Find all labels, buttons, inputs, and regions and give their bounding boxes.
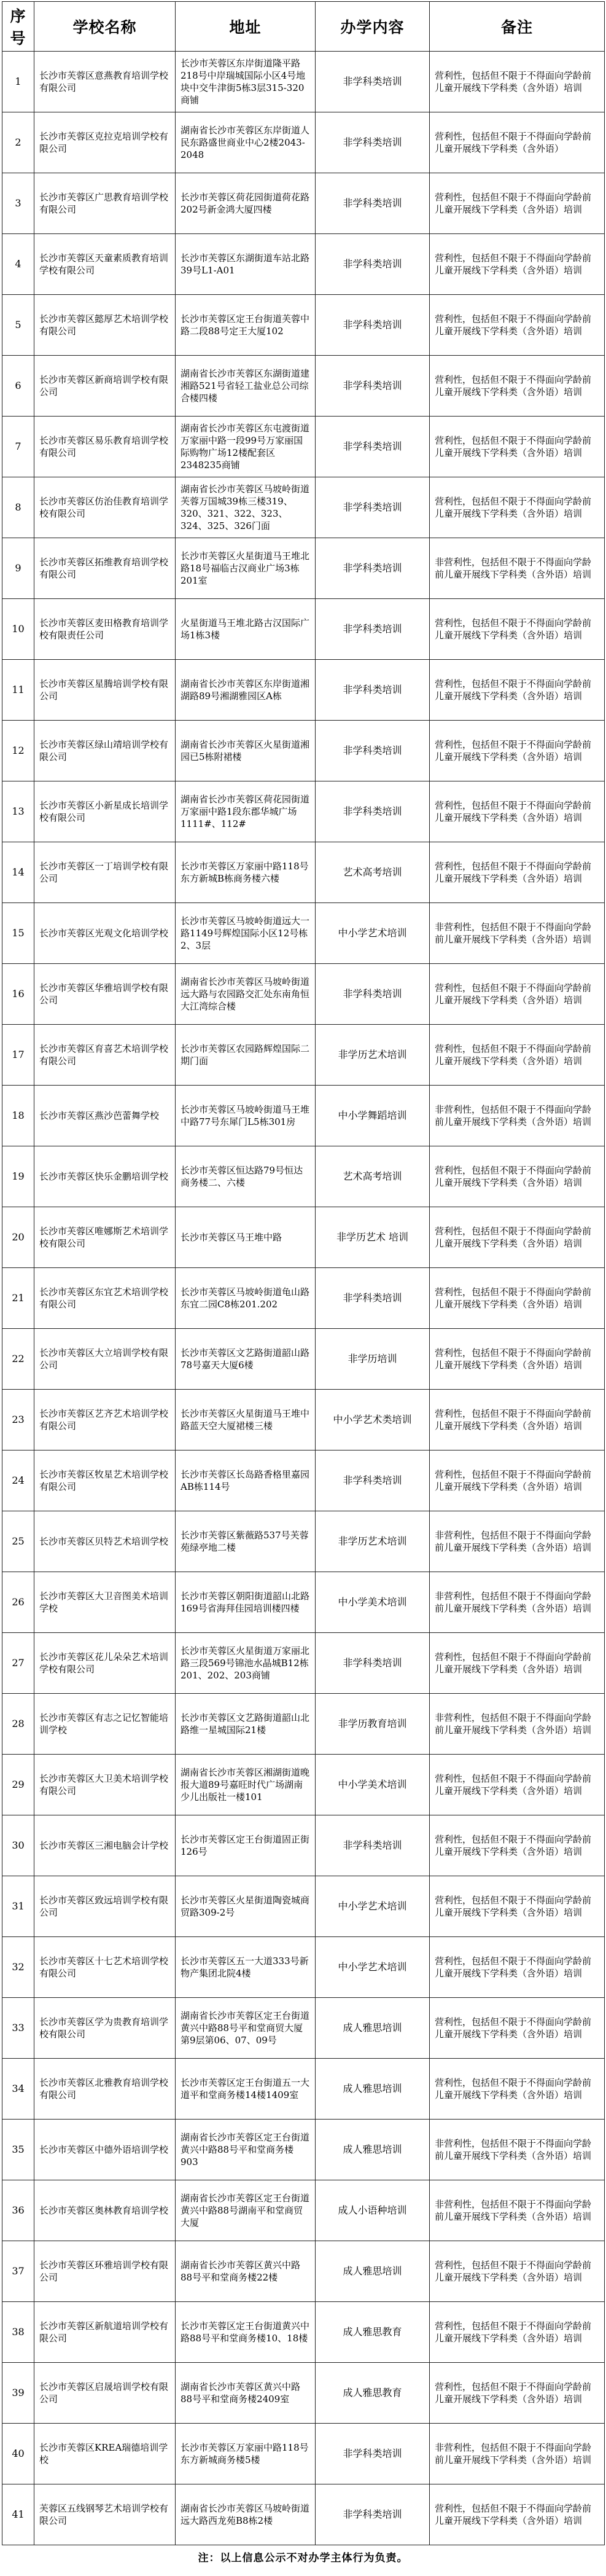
table-row <box>2 1755 605 1815</box>
row-number: 13 <box>2 781 34 842</box>
row-number: 9 <box>2 538 34 599</box>
school-business: 非学科类培训 <box>316 1450 430 1511</box>
school-note: 营利性，包括但不限于不得面向学龄前儿童开展线下学科类（含外语）培训 <box>430 295 605 356</box>
school-address: 长沙市芙蓉区马坡岭街道远大一路1149号辉煌国际小区12号栋2、3层 <box>176 903 316 964</box>
school-address: 长沙市芙蓉区文艺路街道韶山北路维一星城国际21楼 <box>176 1694 316 1755</box>
school-note: 非营利性，包括但不限于不得面向学龄前儿童开展线下学科类（含外语）培训 <box>430 2120 605 2180</box>
school-note: 非营利性，包括但不限于不得面向学龄前儿童开展线下学科类（含外语）培训 <box>430 538 605 599</box>
table-row <box>2 599 605 660</box>
school-name: 长沙市芙蓉区致远培训学校有限公司 <box>34 1876 176 1937</box>
school-address: 长沙市芙蓉区火星街道马王堆北路18号福临古汉商业广场3栋201室 <box>176 538 316 599</box>
school-address: 长沙市芙蓉区荷花园街道荷花路202号新金鸿大厦四楼 <box>176 173 316 234</box>
school-name: 长沙市芙蓉区学为贵教育培训学校有限公司 <box>34 1998 176 2059</box>
school-address: 火星街道马王堆北路古汉国际广场1栋3楼 <box>176 599 316 660</box>
school-name: 长沙市芙蓉区启晟培训学校有限公司 <box>34 2363 176 2424</box>
table-row <box>2 1390 605 1450</box>
row-number: 38 <box>2 2302 34 2363</box>
school-business: 艺术高考培训 <box>316 1146 430 1207</box>
school-note: 营利性，包括但不限于不得面向学龄前儿童开展线下学科类（含外语）培训 <box>430 1815 605 1876</box>
header-name: 学校名称 <box>34 2 176 52</box>
table-row <box>2 2241 605 2302</box>
school-business: 成人雅思培训 <box>316 2120 430 2180</box>
school-address: 湖南省长沙市芙蓉区黄兴中路88号平和堂商务楼22楼 <box>176 2241 316 2302</box>
school-name: 长沙市芙蓉区华雅培训学校有限公司 <box>34 964 176 1025</box>
school-address: 湖南省长沙市芙蓉区东湖街道建湘路521号省轻工盐业总公司综合楼四楼 <box>176 356 316 417</box>
school-address: 长沙市芙蓉区万家丽中路118号东方新城B栋商务楼六楼 <box>176 842 316 903</box>
table-row <box>2 721 605 781</box>
row-number: 23 <box>2 1390 34 1450</box>
school-business: 非学科类培训 <box>316 538 430 599</box>
row-number: 31 <box>2 1876 34 1937</box>
school-business: 非学科类培训 <box>316 660 430 721</box>
school-address: 湖南省长沙市芙蓉区马坡岭街道芙蓉万国城39栋三楼319、320、321、322、323、324、325、326门面 <box>176 477 316 538</box>
school-name: 长沙市芙蓉区易乐教育培训学校有限公司 <box>34 417 176 477</box>
school-business: 非学历教育培训 <box>316 1694 430 1755</box>
school-table <box>2 1 605 2545</box>
school-name: 长沙市芙蓉区大卫美术培训学校有限公司 <box>34 1755 176 1815</box>
school-name: 长沙市芙蓉区花儿朵朵艺术培训学校有限公司 <box>34 1633 176 1694</box>
school-name: 长沙市芙蓉区KREA瑞德培训学校 <box>34 2424 176 2484</box>
table-row <box>2 356 605 417</box>
row-number: 26 <box>2 1572 34 1633</box>
row-number: 40 <box>2 2424 34 2484</box>
school-note: 非营利性，包括但不限于不得面向学龄前儿童开展线下学科类（含外语）培训 <box>430 903 605 964</box>
school-business: 非学历艺术 培训 <box>316 1207 430 1268</box>
school-business: 非学科类培训 <box>316 112 430 173</box>
school-business: 非学科类培训 <box>316 356 430 417</box>
row-number: 6 <box>2 356 34 417</box>
school-name: 长沙市芙蓉区奥林教育培训学校 <box>34 2180 176 2241</box>
school-address: 长沙市芙蓉区五一大道333号新物产集团北院4楼 <box>176 1937 316 1998</box>
school-note: 营利性，包括但不限于不得面向学龄前儿童开展线下学科类（含外语）培训 <box>430 234 605 295</box>
school-name: 长沙市芙蓉区天童素质教育培训学校有限公司 <box>34 234 176 295</box>
row-number: 41 <box>2 2484 34 2545</box>
school-note: 非营利性，包括但不限于不得面向学龄前儿童开展线下学科类（含外语）培训 <box>430 1694 605 1755</box>
table-row <box>2 1329 605 1390</box>
row-number: 27 <box>2 1633 34 1694</box>
row-number: 3 <box>2 173 34 234</box>
table-row <box>2 2180 605 2241</box>
school-note: 营利性，包括但不限于不得面向学龄前儿童开展线下学科类（含外语）培训 <box>430 660 605 721</box>
row-number: 18 <box>2 1086 34 1146</box>
table-row <box>2 1086 605 1146</box>
school-business: 非学历艺术培训 <box>316 1025 430 1086</box>
school-name: 长沙市芙蓉区环雅培训学校有限公司 <box>34 2241 176 2302</box>
row-number: 7 <box>2 417 34 477</box>
row-number: 11 <box>2 660 34 721</box>
school-note: 营利性，包括但不限于不得面向学龄前儿童开展线下学科类（含外语）培训 <box>430 2059 605 2120</box>
school-address: 长沙市芙蓉区东岸街道隆平路218号中岸瑞城国际小区4号地块中交牛津街5栋3层315-320商铺 <box>176 52 316 112</box>
school-name: 长沙市芙蓉区小新星成长培训学校有限公司 <box>34 781 176 842</box>
table-row <box>2 660 605 721</box>
school-business: 成人雅思培训 <box>316 1998 430 2059</box>
school-note: 非营利性，包括但不限于不得面向学龄前儿童开展线下学科类（含外语）培训 <box>430 2424 605 2484</box>
school-name: 长沙市芙蓉区贝特艺术培训学校 <box>34 1511 176 1572</box>
row-number: 8 <box>2 477 34 538</box>
school-note: 营利性，包括但不限于不得面向学龄前儿童开展线下学科类（含外语）培训 <box>430 1937 605 1998</box>
school-business: 非学科类培训 <box>316 295 430 356</box>
school-address: 长沙市芙蓉区朝阳街道韶山北路169号省海拜佳园培训楼四楼 <box>176 1572 316 1633</box>
school-note: 营利性，包括但不限于不得面向学龄前儿童开展线下学科类（含外语） <box>430 112 605 173</box>
school-list-document <box>2 1 604 2571</box>
school-name: 长沙市芙蓉区广思教育培训学校有限公司 <box>34 173 176 234</box>
school-note: 营利性，包括但不限于不得面向学龄前儿童开展线下学科类（含外语）培训 <box>430 1025 605 1086</box>
school-business: 非学科类培训 <box>316 721 430 781</box>
school-business: 非学科类培训 <box>316 1815 430 1876</box>
school-name: 长沙市芙蓉区北雅教育培训学校有限公司 <box>34 2059 176 2120</box>
school-business: 非学科类培训 <box>316 477 430 538</box>
school-note: 营利性，包括但不限于不得面向学龄前儿童开展线下学科类（含外语）培训 <box>430 781 605 842</box>
school-address: 湖南省长沙市芙蓉区定王台街道黄兴中路88号平和堂商贸大厦第9层第06、07、09号 <box>176 1998 316 2059</box>
row-number: 15 <box>2 903 34 964</box>
school-address: 湖南省长沙市芙蓉区黄兴中路88号平和堂商务楼2409室 <box>176 2363 316 2424</box>
school-business: 成人雅思培训 <box>316 2059 430 2120</box>
row-number: 24 <box>2 1450 34 1511</box>
school-business: 非学科类培训 <box>316 173 430 234</box>
table-row <box>2 538 605 599</box>
school-note: 非营利性，包括但不限于不得面向学龄前儿童开展线下学科类（含外语）培训 <box>430 1572 605 1633</box>
school-name: 长沙市芙蓉区懿厚艺术培训学校有限公司 <box>34 295 176 356</box>
header-no: 序号 <box>2 2 34 52</box>
school-name: 长沙市芙蓉区快乐金鹏培训学校 <box>34 1146 176 1207</box>
school-address: 长沙市芙蓉区定王台街道芙蓉中路二段88号定王大厦102 <box>176 295 316 356</box>
school-business: 中小学艺术类培训 <box>316 1390 430 1450</box>
school-name: 长沙市芙蓉区一丁培训学校有限公司 <box>34 842 176 903</box>
school-business: 非学科类培训 <box>316 964 430 1025</box>
school-business: 中小学艺术培训 <box>316 1937 430 1998</box>
school-address: 长沙市芙蓉区火星街道万家丽北路三段569号锦池水晶城B12栋201、202、203商铺 <box>176 1633 316 1694</box>
row-number: 28 <box>2 1694 34 1755</box>
row-number: 19 <box>2 1146 34 1207</box>
school-address: 长沙市芙蓉区文艺路街道韶山路78号嘉天大厦6楼 <box>176 1329 316 1390</box>
school-business: 非学科类培训 <box>316 2484 430 2545</box>
school-address: 湖南省长沙市芙蓉区湘湖街道晚报大道89号嘉旺时代广场湖南少儿出版社一楼101 <box>176 1755 316 1815</box>
school-address: 湖南省长沙市芙蓉区荷花园街道万家丽中路1段东郡华城广场1111#、112# <box>176 781 316 842</box>
school-business: 非学历培训 <box>316 1329 430 1390</box>
school-business: 成人雅思教育 <box>316 2302 430 2363</box>
school-business: 中小学舞蹈培训 <box>316 1086 430 1146</box>
school-address: 长沙市芙蓉区农园路辉煌国际二期门面 <box>176 1025 316 1086</box>
school-name: 长沙市芙蓉区三湘电脑会计学校 <box>34 1815 176 1876</box>
school-business: 非学科类培训 <box>316 52 430 112</box>
table-row <box>2 1815 605 1876</box>
table-row <box>2 477 605 538</box>
school-note: 营利性，包括但不限于不得面向学龄前儿童开展线下学科类（含外语）培训 <box>430 842 605 903</box>
school-name: 长沙市芙蓉区牧星艺术培训学校有限公司 <box>34 1450 176 1511</box>
school-note: 营利性，包括但不限于不得面向学龄前儿童开展线下学科类（含外语）培训 <box>430 1633 605 1694</box>
table-row <box>2 295 605 356</box>
school-note: 营利性，包括但不限于不得面向学龄前儿童开展线下学科类（含外语）培训 <box>430 2484 605 2545</box>
school-name: 长沙市芙蓉区克拉克培训学校有限公司 <box>34 112 176 173</box>
school-name: 长沙市芙蓉区星腾培训学校有限公司 <box>34 660 176 721</box>
school-note: 营利性，包括但不限于不得面向学龄前儿童开展线下学科类（含外语）培训 <box>430 2241 605 2302</box>
school-address: 湖南省长沙市芙蓉区马坡岭街道远大路西龙苑B8栋2楼 <box>176 2484 316 2545</box>
school-address: 长沙市芙蓉区恒达路79号恒达商务楼二、六楼 <box>176 1146 316 1207</box>
school-name: 长沙市芙蓉区育喜艺术培训学校有限公司 <box>34 1025 176 1086</box>
school-business: 非学科类培训 <box>316 1268 430 1329</box>
school-address: 长沙市芙蓉区紫薇路537号芙蓉苑绿亭地二楼 <box>176 1511 316 1572</box>
school-business: 成人雅思培训 <box>316 2241 430 2302</box>
table-row <box>2 1633 605 1694</box>
table-row <box>2 1572 605 1633</box>
table-row <box>2 52 605 112</box>
school-address: 长沙市芙蓉区马王堆中路 <box>176 1207 316 1268</box>
school-note: 营利性，包括但不限于不得面向学龄前儿童开展线下学科类（含外语）培训 <box>430 1755 605 1815</box>
school-address: 湖南省长沙市芙蓉区定王台街道黄兴中路88号湖南平和堂商贸大厦 <box>176 2180 316 2241</box>
row-number: 20 <box>2 1207 34 1268</box>
table-row <box>2 781 605 842</box>
school-address: 湖南省长沙市芙蓉区东岸街道人民东路盛世商业中心2楼2043-2048 <box>176 112 316 173</box>
row-number: 30 <box>2 1815 34 1876</box>
school-note: 营利性，包括但不限于不得面向学龄前儿童开展线下学科类（含外语）培训 <box>430 1876 605 1937</box>
header-row <box>2 2 605 52</box>
table-row <box>2 1450 605 1511</box>
school-name: 长沙市芙蓉区艺齐艺术培训学校有限公司 <box>34 1390 176 1450</box>
school-name: 芙蓉区五线钢琴艺术培训学校有限公司 <box>34 2484 176 2545</box>
school-note: 营利性，包括但不限于不得面向学龄前儿童开展线下学科类（含外语）培训 <box>430 356 605 417</box>
school-address: 湖南省长沙市芙蓉区马坡岭街道远大路与农园路交汇处东南角恒大江湾综合楼 <box>176 964 316 1025</box>
table-row <box>2 903 605 964</box>
school-note: 非营利性，包括但不限于不得面向学龄前儿童开展线下学科类（含外语）培训 <box>430 1086 605 1146</box>
row-number: 36 <box>2 2180 34 2241</box>
table-row <box>2 1207 605 1268</box>
footnote: 注：以上信息公示不对办学主体行为负责。 <box>198 2552 408 2564</box>
school-name: 长沙市芙蓉区仿治佳教育培训学校有限公司 <box>34 477 176 538</box>
row-number: 1 <box>2 52 34 112</box>
row-number: 2 <box>2 112 34 173</box>
school-address: 长沙市芙蓉区火星街道陶瓷城商贸路309-2号 <box>176 1876 316 1937</box>
header-business: 办学内容 <box>316 2 430 52</box>
school-note: 营利性，包括但不限于不得面向学龄前儿童开展线下学科类（含外语）培训 <box>430 1207 605 1268</box>
row-number: 5 <box>2 295 34 356</box>
school-note: 营利性，包括但不限于不得面向学龄前儿童开展线下学科类（含外语）培训 <box>430 721 605 781</box>
school-business: 中小学艺术培训 <box>316 1876 430 1937</box>
table-row <box>2 1268 605 1329</box>
school-name: 长沙市芙蓉区大卫音图美术培训学校 <box>34 1572 176 1633</box>
school-name: 长沙市芙蓉区意燕教育培训学校有限公司 <box>34 52 176 112</box>
school-note: 非营利性，包括但不限于不得面向学龄前儿童开展线下学科类（含外语）培训 <box>430 2180 605 2241</box>
school-name: 长沙市芙蓉区绿山靖培训学校有限公司 <box>34 721 176 781</box>
school-business: 中小学美术培训 <box>316 1755 430 1815</box>
table-row <box>2 1937 605 1998</box>
header-address: 地址 <box>176 2 316 52</box>
table-row <box>2 1694 605 1755</box>
school-note: 营利性，包括但不限于不得面向学龄前儿童开展线下学科类（含外语）培训 <box>430 1998 605 2059</box>
school-address: 湖南省长沙市芙蓉区东屯渡街道万家丽中路一段99号万家丽国际购物广场12楼配套区2348235商铺 <box>176 417 316 477</box>
school-address: 长沙市芙蓉区马坡岭街道龟山路东宜二园C8栋201.202 <box>176 1268 316 1329</box>
row-number: 10 <box>2 599 34 660</box>
row-number: 37 <box>2 2241 34 2302</box>
school-note: 营利性，包括但不限于不得面向学龄前儿童开展线下学科类（含外语）培训 <box>430 2363 605 2424</box>
row-number: 17 <box>2 1025 34 1086</box>
table-row <box>2 1146 605 1207</box>
table-row <box>2 2363 605 2424</box>
table-row <box>2 1511 605 1572</box>
school-note: 营利性，包括但不限于不得面向学龄前儿童开展线下学科类（含外语）培训 <box>430 1390 605 1450</box>
school-note: 营利性，包括但不限于不得面向学龄前儿童开展线下学科类（含外语）培训 <box>430 417 605 477</box>
school-note: 营利性，包括但不限于不得面向学龄前儿童开展线下学科类（含外语）培训 <box>430 1450 605 1511</box>
school-name: 长沙市芙蓉区有志之记忆智能培训学校 <box>34 1694 176 1755</box>
table-row <box>2 964 605 1025</box>
school-business: 非学历艺术培训 <box>316 1511 430 1572</box>
row-number: 4 <box>2 234 34 295</box>
school-name: 长沙市芙蓉区新商培训学校有限公司 <box>34 356 176 417</box>
table-row <box>2 2059 605 2120</box>
table-row <box>2 173 605 234</box>
table-row <box>2 2120 605 2180</box>
school-note: 营利性，包括但不限于不得面向学龄前儿童开展线下学科类（含外语）培训 <box>430 1146 605 1207</box>
school-name: 长沙市芙蓉区新航道培训学校有限公司 <box>34 2302 176 2363</box>
school-business: 中小学美术培训 <box>316 1572 430 1633</box>
school-business: 非学科类培训 <box>316 599 430 660</box>
school-business: 非学科类培训 <box>316 417 430 477</box>
table-row <box>2 417 605 477</box>
school-note: 营利性，包括但不限于不得面向学龄前儿童开展线下学科类（含外语）培训 <box>430 964 605 1025</box>
school-business: 非学科类培训 <box>316 1633 430 1694</box>
school-note: 营利性，包括但不限于不得面向学龄前儿童开展线下学科类（含外语）培训 <box>430 477 605 538</box>
school-name: 长沙市芙蓉区大立培训学校有限公司 <box>34 1329 176 1390</box>
school-business: 非学科类培训 <box>316 2424 430 2484</box>
school-business: 非学科类培训 <box>316 234 430 295</box>
table-row <box>2 1998 605 2059</box>
school-address: 长沙市芙蓉区东湖街道车站北路39号L1-A01 <box>176 234 316 295</box>
school-address: 湖南省长沙市芙蓉区东岸街道湘湖路89号湘湖雅园区A栋 <box>176 660 316 721</box>
school-address: 长沙市芙蓉区定王台街道黄兴中路88号平和堂商务楼10、18楼 <box>176 2302 316 2363</box>
school-note: 营利性，包括但不限于不得面向学龄前儿童开展线下学科类（含外语）培训 <box>430 1268 605 1329</box>
school-name: 长沙市芙蓉区燕沙芭蕾舞学校 <box>34 1086 176 1146</box>
school-note: 营利性，包括但不限于不得面向学龄前儿童开展线下学科类（含外语）培训 <box>430 1329 605 1390</box>
school-note: 营利性，包括但不限于不得面向学龄前儿童开展线下学科类（含外语）培训 <box>430 599 605 660</box>
row-number: 39 <box>2 2363 34 2424</box>
school-name: 长沙市芙蓉区中德外语培训学校 <box>34 2120 176 2180</box>
school-business: 非学科类培训 <box>316 781 430 842</box>
header-note: 备注 <box>430 2 605 52</box>
row-number: 34 <box>2 2059 34 2120</box>
school-address: 湖南省长沙市芙蓉区火星街道湘园已5栋附裙楼 <box>176 721 316 781</box>
school-note: 营利性，包括但不限于不得面向学龄前儿童开展线下学科类（含外语）培训 <box>430 2302 605 2363</box>
school-address: 长沙市芙蓉区定王台街道五一大道平和堂商务楼14楼1409室 <box>176 2059 316 2120</box>
school-name: 长沙市芙蓉区拓维教育培训学校有限公司 <box>34 538 176 599</box>
row-number: 32 <box>2 1937 34 1998</box>
school-address: 长沙市芙蓉区万家丽中路118号东方新城商务楼5楼 <box>176 2424 316 2484</box>
school-business: 中小学艺术培训 <box>316 903 430 964</box>
row-number: 33 <box>2 1998 34 2059</box>
school-business: 成人雅思教育 <box>316 2363 430 2424</box>
table-row <box>2 2424 605 2484</box>
school-note: 非营利性，包括但不限于不得面向学龄前儿童开展线下学科类（含外语）培训 <box>430 1511 605 1572</box>
school-business: 艺术高考培训 <box>316 842 430 903</box>
table-row <box>2 1876 605 1937</box>
school-name: 长沙市芙蓉区东宜艺术培训学校有限公司 <box>34 1268 176 1329</box>
row-number: 22 <box>2 1329 34 1390</box>
table-row <box>2 234 605 295</box>
table-row <box>2 112 605 173</box>
school-note: 营利性，包括但不限于不得面向学龄前儿童开展线下学科类（含外语）培训 <box>430 173 605 234</box>
row-number: 35 <box>2 2120 34 2180</box>
row-number: 29 <box>2 1755 34 1815</box>
school-note: 营利性，包括但不限于不得面向学龄前儿童开展线下学科类（含外语）培训 <box>430 52 605 112</box>
school-name: 长沙市芙蓉区唯娜斯艺术培训学校有限公司 <box>34 1207 176 1268</box>
row-number: 16 <box>2 964 34 1025</box>
school-address: 长沙市芙蓉区长岛路香格里嘉园AB栋114号 <box>176 1450 316 1511</box>
school-name: 长沙市芙蓉区麦田格教育培训学校有限责任公司 <box>34 599 176 660</box>
table-row <box>2 2302 605 2363</box>
school-address: 长沙市芙蓉区定王台街道固正街126号 <box>176 1815 316 1876</box>
row-number: 25 <box>2 1511 34 1572</box>
school-address: 湖南省长沙市芙蓉区定王台街道黄兴中路88号平和堂商务楼903 <box>176 2120 316 2180</box>
school-business: 成人小语种培训 <box>316 2180 430 2241</box>
table-row <box>2 2484 605 2545</box>
school-address: 长沙市芙蓉区火星街道马王堆中路蓝天空大厦裙楼三楼 <box>176 1390 316 1450</box>
school-address: 长沙市芙蓉区马坡岭街道马王堆中路77号东犀门L5栋301房 <box>176 1086 316 1146</box>
table-row <box>2 842 605 903</box>
school-name: 长沙市芙蓉区光观文化培训学校 <box>34 903 176 964</box>
row-number: 21 <box>2 1268 34 1329</box>
row-number: 14 <box>2 842 34 903</box>
table-row <box>2 1025 605 1086</box>
school-name: 长沙市芙蓉区十七艺术培训学校有限公司 <box>34 1937 176 1998</box>
row-number: 12 <box>2 721 34 781</box>
